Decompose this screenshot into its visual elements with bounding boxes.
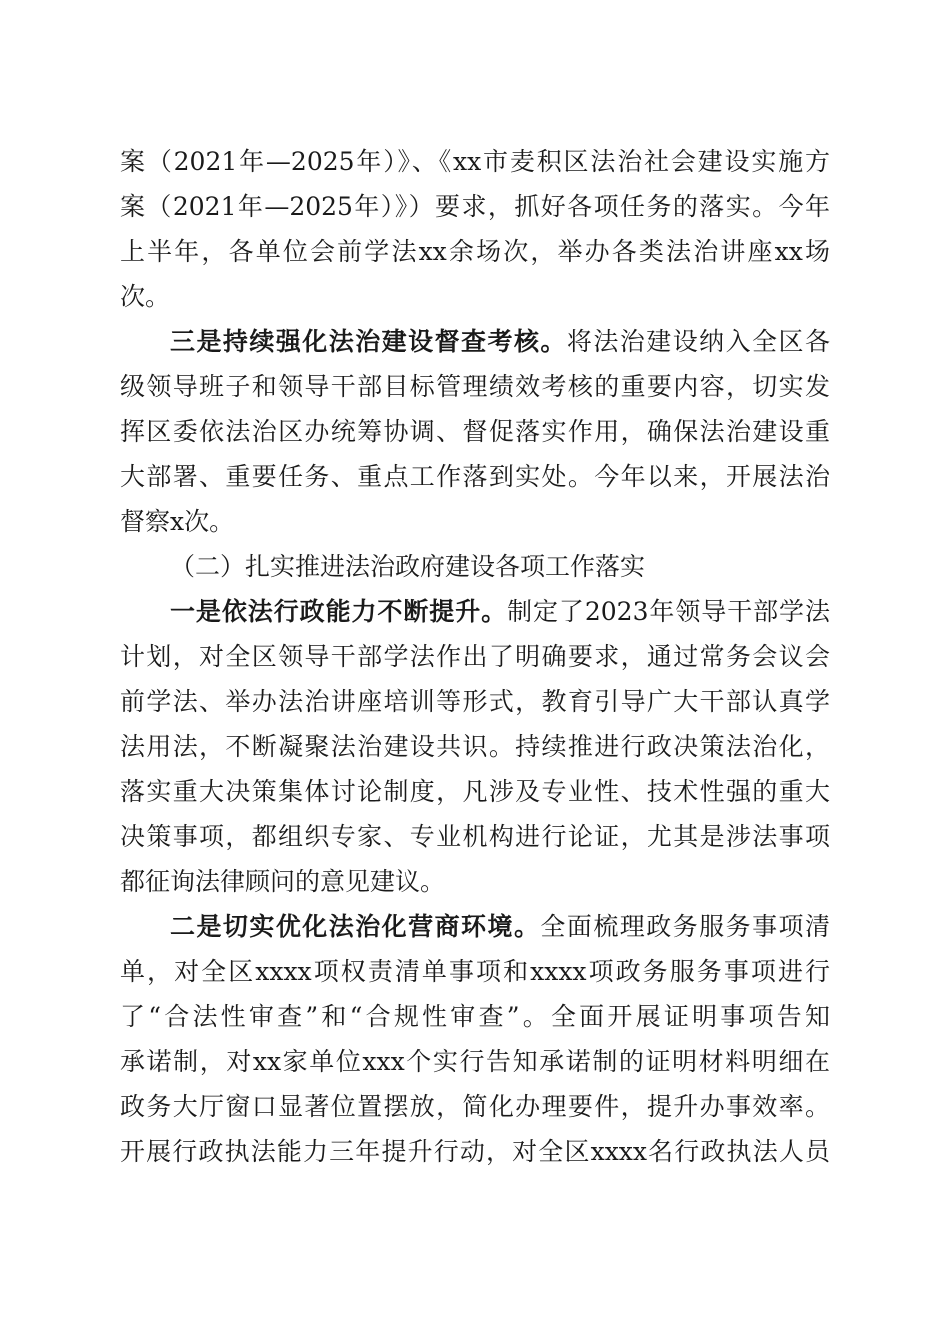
text-line: 决策事项，都组织专家、专业机构进行论证，尤其是涉法事项 bbox=[120, 822, 830, 851]
text-line-first bbox=[120, 319, 830, 364]
text-line: 单，对全区xxxx项权责清单事项和xxxx项政务服务事项进行 bbox=[120, 957, 830, 986]
text-line: 前学法、举办法治讲座培训等形式，教育引导广大干部认真学 bbox=[120, 687, 830, 716]
text-line: 案（2021年—2025年）》）要求，抓好各项任务的落实。今年 bbox=[120, 192, 830, 221]
text-fragment: 制定了2023年领导干部学法 bbox=[507, 597, 830, 626]
text-line: 次。 bbox=[120, 282, 171, 311]
text-line: 开展行政执法能力三年提升行动，对全区xxxx名行政执法人员 bbox=[120, 1137, 830, 1166]
text-line: 都征询法律顾问的意见建议。 bbox=[120, 867, 446, 896]
text-line-first bbox=[120, 904, 830, 949]
paragraph-administration bbox=[120, 589, 830, 904]
text-line: 计划，对全区领导干部学法作出了明确要求，通过常务会议会 bbox=[120, 642, 830, 671]
text-line: 挥区委依法治区办统筹协调、督促落实作用，确保法治建设重 bbox=[120, 417, 830, 446]
text-line: 落实重大决策集体讨论制度，凡涉及专业性、技术性强的重大 bbox=[120, 777, 830, 806]
text-line: 大部署、重要任务、重点工作落到实处。今年以来，开展法治 bbox=[120, 462, 830, 491]
text-line: 上半年，各单位会前学法xx余场次，举办各类法治讲座xx场 bbox=[120, 237, 830, 266]
paragraph-lead: 三是持续强化法治建设督查考核。 bbox=[170, 327, 567, 356]
paragraph-lead: 二是切实优化法治化营商环境。 bbox=[170, 912, 541, 941]
text-line: 了“合法性审查”和“合规性审查”。全面开展证明事项告知 bbox=[120, 1002, 830, 1031]
document-body bbox=[120, 139, 830, 1174]
text-line: 政务大厅窗口显著位置摆放，简化办理要件，提升办事效率。 bbox=[120, 1092, 830, 1121]
text-line: 法用法，不断凝聚法治建设共识。持续推进行政决策法治化， bbox=[120, 732, 830, 761]
text-fragment: 将法治建设纳入全区各 bbox=[566, 327, 830, 356]
text-line-first bbox=[120, 589, 830, 634]
text-line: 级领导班子和领导干部目标管理绩效考核的重要内容，切实发 bbox=[120, 372, 830, 401]
text-line: 案（2021年—2025年）》、《xx市麦积区法治社会建设实施方 bbox=[120, 147, 830, 176]
paragraph-supervision bbox=[120, 319, 830, 544]
paragraph-continuation bbox=[120, 139, 830, 319]
paragraph-lead: 一是依法行政能力不断提升。 bbox=[170, 597, 508, 626]
text-line: 承诺制，对xx家单位xxx个实行告知承诺制的证明材料明细在 bbox=[120, 1047, 830, 1076]
text-line: 督察x次。 bbox=[120, 507, 235, 536]
paragraph-business-environment bbox=[120, 904, 830, 1174]
section-heading: （二）扎实推进法治政府建设各项工作落实 bbox=[170, 552, 646, 581]
text-fragment: 全面梳理政务服务事项清 bbox=[540, 912, 830, 941]
